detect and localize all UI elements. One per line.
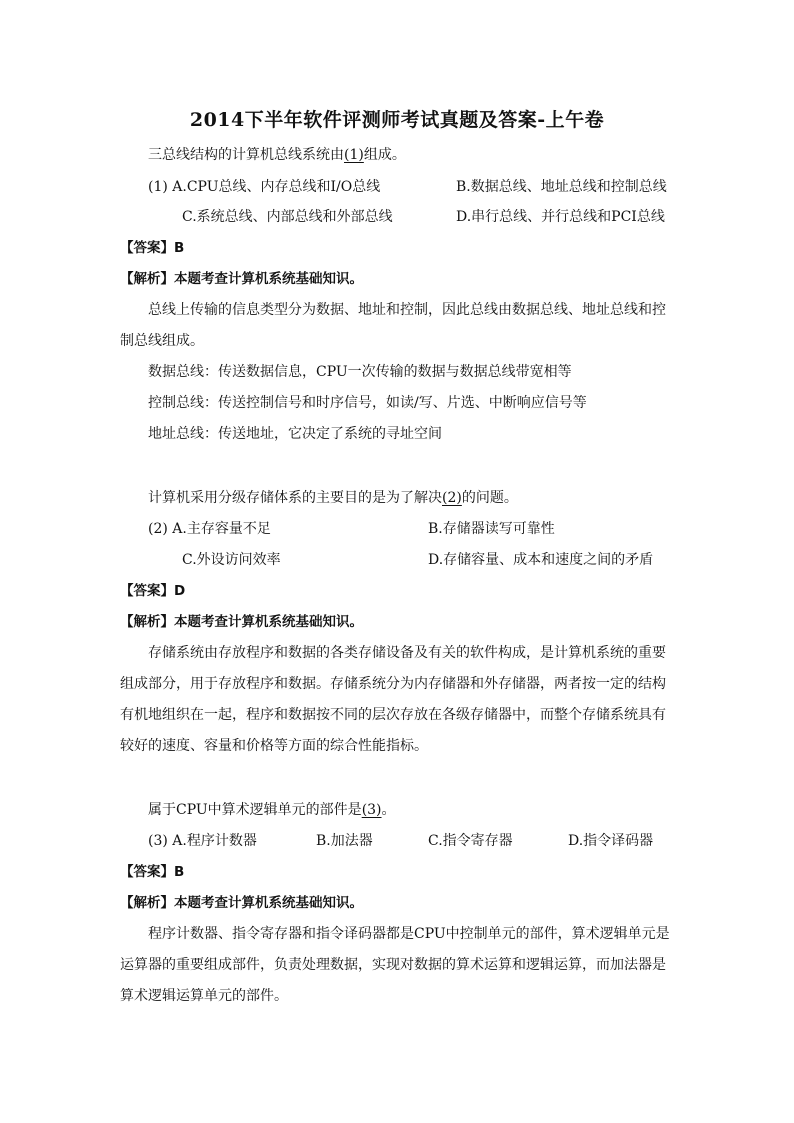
q3-option-b: B.加法器 — [316, 833, 373, 849]
q2-stem-end: 的问题。 — [461, 490, 518, 506]
q1-option-d: D.串行总线、并行总线和PCI总线 — [456, 209, 665, 225]
question-2-stem — [148, 488, 518, 508]
q1-analysis-heading: 【解析】本题考查计算机系统基础知识。 — [120, 271, 363, 287]
q2-option-b: B.存储器读写可靠性 — [428, 521, 555, 537]
q1-option-b: B.数据总线、地址总线和控制总线 — [456, 179, 667, 195]
q2-analysis-heading: 【解析】本题考查计算机系统基础知识。 — [120, 614, 363, 630]
q2-option-d: D.存储容量、成本和速度之间的矛盾 — [428, 552, 654, 568]
q3-blank: (3) — [361, 802, 382, 818]
q1-analysis-line: 总线上传输的信息类型分为数据、地址和控制，因此总线由数据总线、地址总线和控 — [148, 302, 666, 318]
q3-option-a: (3) A.程序计数器 — [148, 833, 257, 849]
page-title: 2014下半年软件评测师考试真题及答案-上午卷 — [189, 109, 605, 131]
q3-option-d: D.指令译码器 — [568, 833, 654, 849]
q1-analysis-line: 制总线组成。 — [120, 333, 204, 349]
q1-data-bus-text: 数据总线：传送数据信息，CPU一次传输的数据与数据总线带宽相等 — [148, 364, 572, 380]
q2-analysis-line: 有机地组织在一起，程序和数据按不同的层次存放在各级存储器中，而整个存储系统具有 — [120, 707, 666, 723]
q2-stem-text: 计算机采用分级存储体系的主要目的是为了解决 — [148, 490, 442, 506]
q2-answer: 【答案】D — [120, 583, 186, 599]
q2-option-a: (2) A.主存容量不足 — [148, 521, 271, 537]
q2-analysis-line: 存储系统由存放程序和数据的各类存储设备及有关的软件构成，是计算机系统的重要 — [148, 645, 666, 661]
q3-answer: 【答案】B — [120, 864, 185, 880]
q1-address-bus-text: 地址总线：传送地址，它决定了系统的寻址空间 — [148, 426, 442, 442]
question-1-stem — [148, 145, 406, 165]
q2-analysis-line: 较好的速度、容量和价格等方面的综合性能指标。 — [120, 738, 428, 754]
q1-option-a: (1) A.CPU总线、内存总线和I/O总线 — [148, 179, 381, 195]
q2-option-c: C.外设访问效率 — [182, 552, 281, 568]
q1-stem-text: 三总线结构的计算机总线系统由 — [148, 147, 344, 163]
q2-analysis-line: 组成部分，用于存放程序和数据。存储系统分为内存储器和外存储器，两者按一定的结构 — [120, 676, 666, 692]
q1-control-bus-text: 控制总线：传送控制信号和时序信号，如读/写、片选、中断响应信号等 — [148, 395, 587, 411]
q3-analysis-line: 程序计数器、指令寄存器和指令译码器都是CPU中控制单元的部件，算术逻辑单元是 — [148, 926, 670, 942]
question-3-stem — [148, 800, 396, 820]
q2-blank: (2) — [442, 490, 462, 506]
q3-stem-text: 属于CPU中算术逻辑单元的部件是 — [148, 802, 362, 818]
q1-stem-end: 组成。 — [363, 147, 406, 163]
q3-analysis-line: 运算器的重要组成部件，负责处理数据，实现对数据的算术运算和逻辑运算，而加法器是 — [120, 957, 666, 973]
q1-answer: 【答案】B — [120, 240, 185, 256]
q3-option-c: C.指令寄存器 — [428, 833, 513, 849]
q3-analysis-line: 算术逻辑运算单元的部件。 — [120, 988, 288, 1004]
q1-blank: (1) — [344, 147, 364, 163]
q3-stem-end: 。 — [381, 802, 396, 818]
q3-analysis-heading: 【解析】本题考查计算机系统基础知识。 — [120, 895, 363, 911]
q1-option-c: C.系统总线、内部总线和外部总线 — [182, 209, 393, 225]
